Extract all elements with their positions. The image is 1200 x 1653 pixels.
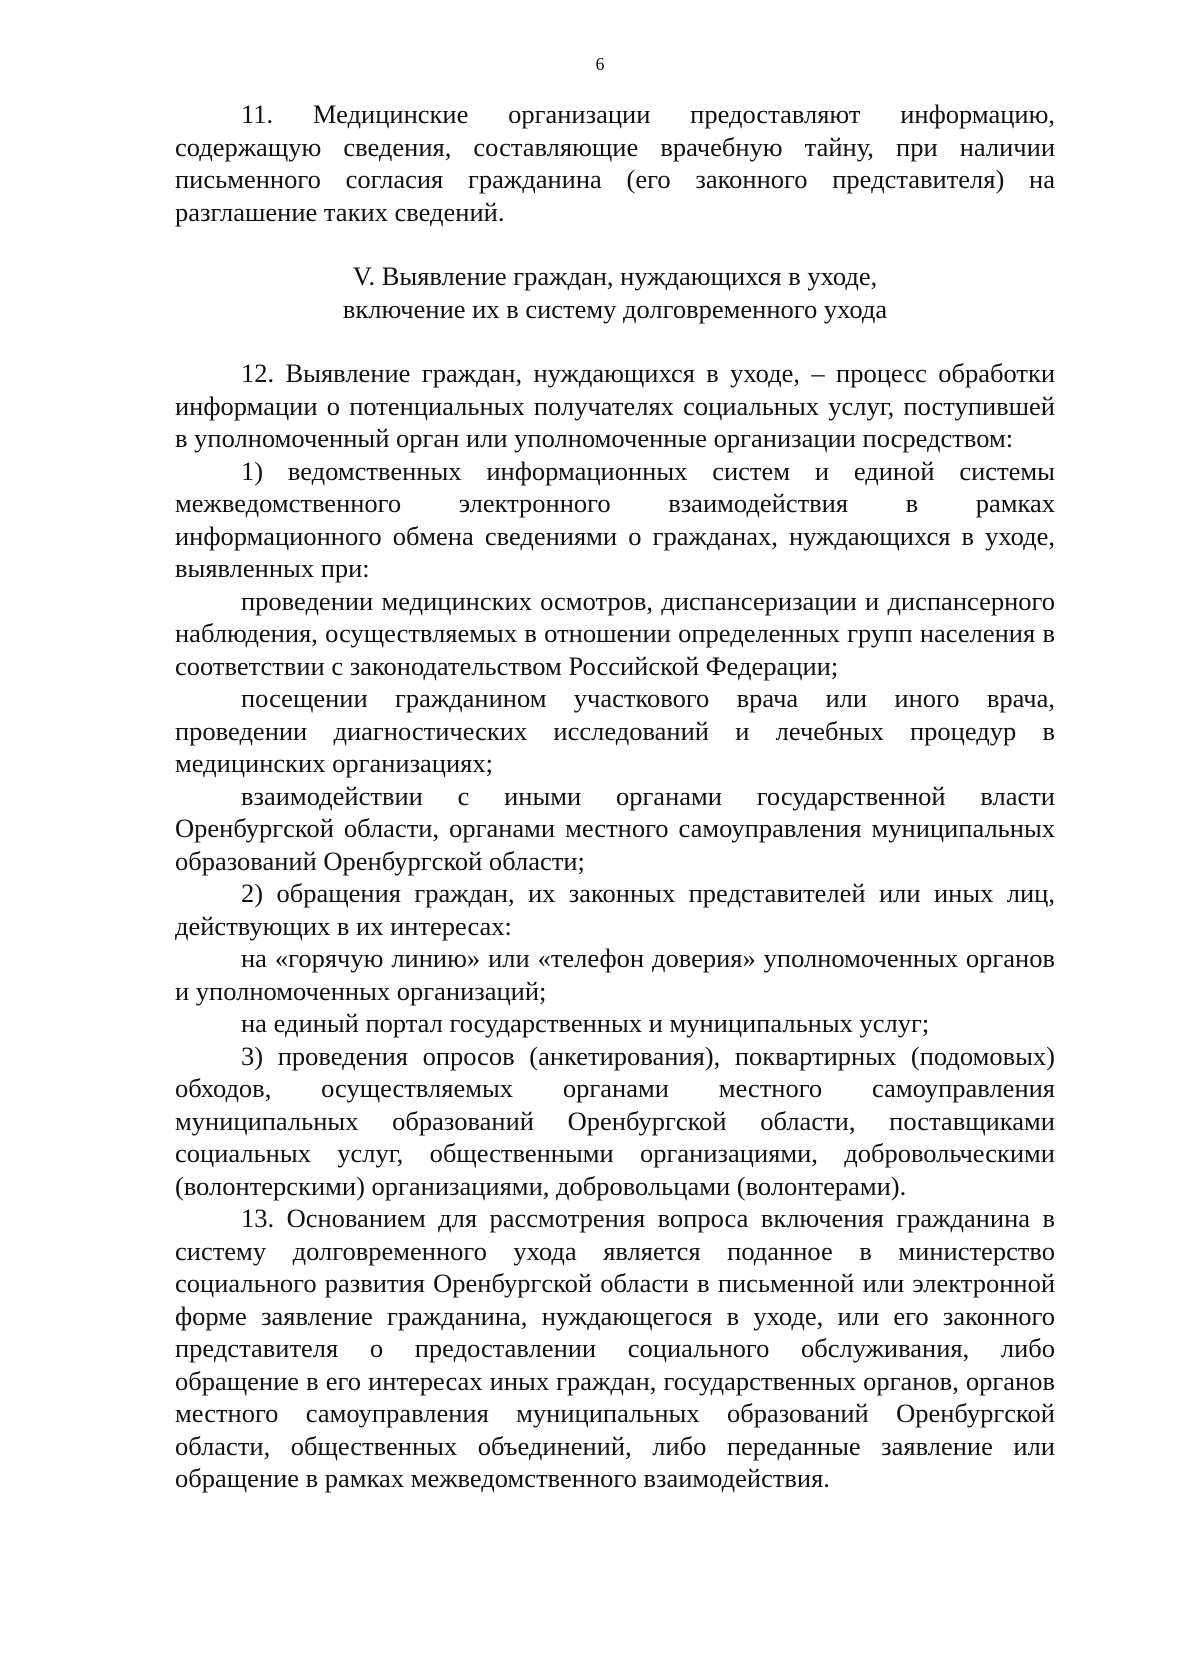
paragraph-item-12-2-a: на «горячую линию» или «телефон доверия» уполномоченных органов и уполномоченных организаций;	[175, 943, 1055, 1006]
paragraph-item-12-2: 2) обращения граждан, их законных представителей или иных лиц, действующих в их интересах:	[175, 878, 1055, 941]
paragraph-item-12-1-a: проведении медицинских осмотров, диспансеризации и диспансерного наблюдения, осуществляемых в отношении определенных групп населения в соответствии с законодательством Российской Федерации;	[175, 585, 1055, 681]
paragraph-item-11: 11. Медицинские организации предоставляют информацию, содержащую сведения, составляющие врачебную тайну, при наличии письменного согласия гражданина (его законного представителя) на разглашение таких сведений.	[175, 99, 1055, 227]
paragraph-item-12-1-b: посещении гражданином участкового врача или иного врача, проведении диагностических исследований и лечебных процедур в медицинских организациях;	[175, 683, 1055, 778]
section-heading-line-1: V. Выявление граждан, нуждающихся в уходе,	[352, 261, 878, 291]
document-body	[175, 98, 1055, 1495]
page-number: 6	[595, 54, 605, 74]
paragraph-item-13: 13. Основанием для рассмотрения вопроса включения гражданина в систему долговременного ухода является поданное в министерство социального развития Оренбургской области в письменной или электронной форме заявление гражданина, нуждающегося в уходе, или его законного представителя о предоставлении социального обслуживания, либо обращение в его интересах иных граждан, государственных органов, органов местного самоуправления муниципальных образований Оренбургской области, общественных объединений, либо переданные заявление или обращение в рамках межведомственного взаимодействия.	[175, 1203, 1055, 1493]
paragraph-item-12: 12. Выявление граждан, нуждающихся в уходе, – процесс обработки информации о потенциальных получателях социальных услуг, поступившей в уполномоченный орган или уполномоченные организации посредством:	[175, 358, 1055, 453]
section-heading-line-2: включение их в систему долговременного ухода	[342, 293, 888, 324]
paragraph-item-12-1: 1) ведомственных информационных систем и единой системы межведомственного электронного взаимодействия в рамках информационного обмена сведениями о гражданах, нуждающихся в уходе, выявленных при:	[175, 455, 1055, 583]
paragraph-item-12-2-b: на единый портал государственных и муниципальных услуг;	[241, 1008, 930, 1038]
paragraph-item-12-1-c: взаимодействии с иными органами государственной власти Оренбургской области, органами местного самоуправления муниципальных образований Оренбургской области;	[175, 780, 1055, 876]
paragraph-item-12-3: 3) проведения опросов (анкетирования), поквартирных (подомовых) обходов, осуществляемых органами местного самоуправления муниципальных образований Оренбургской области, поставщиками социальных услуг, общественными организациями, добровольческими (волонтерскими) организациями, добровольцами (волонтерами).	[175, 1040, 1055, 1201]
section-heading	[175, 260, 1055, 325]
